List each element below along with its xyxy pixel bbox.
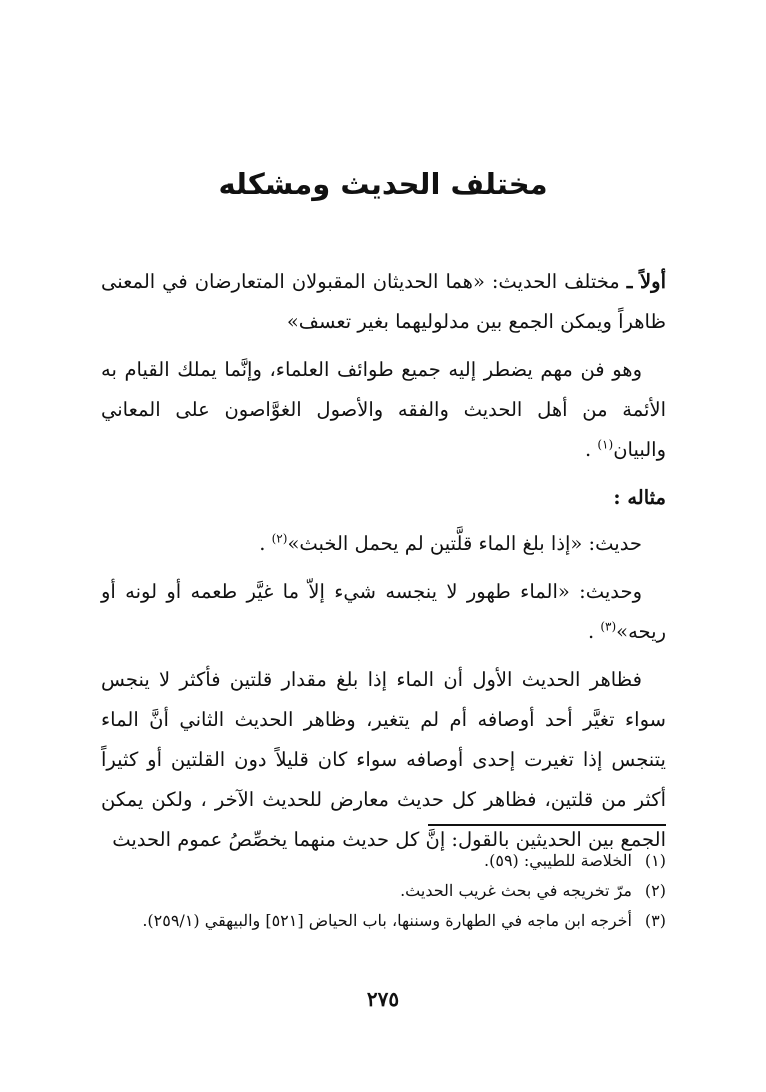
footnote-number: (٢) bbox=[644, 881, 666, 900]
footnote-number: (٣) bbox=[644, 911, 666, 930]
footnote-ref-2: (٢) bbox=[271, 531, 288, 546]
page-number: ٢٧٥ bbox=[366, 987, 400, 1011]
footnotes bbox=[101, 846, 666, 936]
definition-lead: أولاً ـ bbox=[626, 270, 666, 293]
chapter-title: مختلف الحديث ومشكله bbox=[218, 167, 548, 201]
footnote-ref-3: (٣) bbox=[600, 619, 617, 634]
importance-paragraph bbox=[101, 350, 666, 470]
definition-paragraph bbox=[101, 262, 666, 342]
hadith-1-text: حديث: «إذا بلغ الماء قلَّتين لم يحمل الخبث» bbox=[287, 532, 642, 555]
footnote-3 bbox=[101, 906, 666, 936]
footnote-text: أخرجه ابن ماجه في الطهارة وسننها، باب الحياض [٥٢١] والبيهقي (٢٥٩/١). bbox=[142, 911, 632, 930]
footnote-1 bbox=[101, 846, 666, 876]
footnote-separator bbox=[428, 824, 666, 826]
hadith-2-paragraph bbox=[101, 572, 666, 652]
hadith-1-paragraph bbox=[101, 524, 666, 564]
hadith-2-end: . bbox=[587, 620, 595, 643]
hadith-2-text: وحديث: «الماء طهور لا ينجسه شيء إلاّ ما غيَّر طعمه أو لونه أو ريحه» bbox=[101, 580, 666, 643]
importance-end: . bbox=[584, 438, 592, 461]
body-text bbox=[101, 262, 666, 860]
footnote-2 bbox=[101, 876, 666, 906]
definition-text: مختلف الحديث: «هما الحديثان المقبولان المتعارضان في المعنى ظاهراً ويمكن الجمع بين مدلوليهما بغير تعسف» bbox=[101, 270, 666, 333]
hadith-1-end: . bbox=[259, 532, 266, 555]
footnote-number: (١) bbox=[644, 851, 666, 870]
footnote-text: مرّ تخريجه في بحث غريب الحديث. bbox=[400, 881, 632, 900]
explanation-paragraph: فظاهر الحديث الأول أن الماء إذا بلغ مقدار قلتين فأكثر لا ينجس سواء تغيَّر أحد أوصافه أم لم يتغير، وظاهر الحديث الثاني أنَّ الماء يتنجس إذا تغيرت إحدى أوصافه سواء كان قليلاً دون القلتين أو كثيراً أكثر من قلتين، فظاهر كل حديث معارض للحديث الآخر ، ولكن يمكن الجمع بين الحديثين بالقول: إنَّ كل حديث منهما يخصِّصُ عموم الحديث bbox=[101, 668, 666, 851]
footnote-text: الخلاصة للطيبي: (٥٩). bbox=[484, 851, 632, 870]
importance-text: وهو فن مهم يضطر إليه جميع طوائف العلماء، وإنَّما يملك القيام به الأئمة من أهل الحديث والفقه والأصول الغوَّاصون على المعاني والبيان bbox=[101, 358, 666, 461]
footnote-ref-1: (١) bbox=[597, 437, 614, 452]
example-heading: مثاله : bbox=[613, 486, 666, 509]
